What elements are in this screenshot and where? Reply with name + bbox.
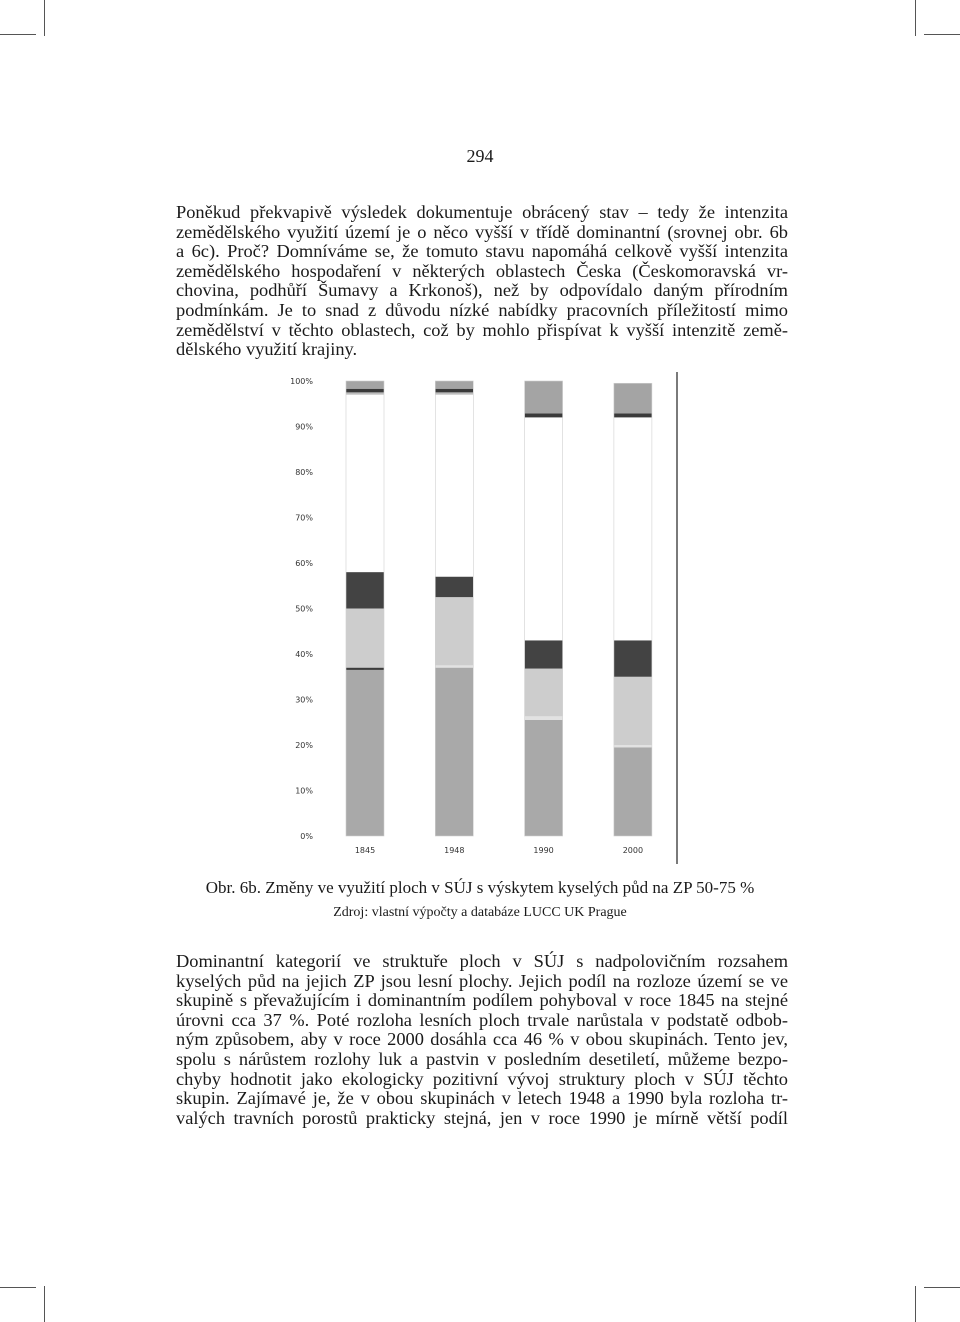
bar-segment	[525, 417, 563, 640]
bar-segment	[435, 665, 473, 667]
chart-svg	[280, 372, 680, 867]
bar-segment	[614, 413, 652, 417]
text-line: a 6c). Proč? Domníváme se, že tomuto stavu napomáhá celkově vyšší intenzita	[176, 241, 788, 262]
crop-mark	[915, 0, 916, 36]
crop-mark	[924, 34, 960, 35]
text-line: skupině s převažujícím i dominantním podílem pohyboval v roce 1845 na stejné	[176, 990, 788, 1011]
y-tick-label: 10%	[295, 786, 313, 796]
text-line: zemědělského hospodaření v některých oblastech Česka (Českomoravská vr-	[176, 260, 788, 281]
text-line: spolu s nárůstem rozlohy luk a pastvin v posledním desetiletí, můžeme bezpo-	[176, 1048, 788, 1069]
crop-mark	[0, 34, 36, 35]
bar-segment	[346, 392, 384, 394]
crop-mark	[915, 1286, 916, 1322]
bar-segment	[525, 640, 563, 668]
y-tick-label: 100%	[290, 377, 313, 386]
bar-segment	[346, 381, 384, 389]
bar-segment	[435, 395, 473, 577]
bar-segment	[614, 677, 652, 745]
y-tick-label: 80%	[295, 468, 313, 477]
bar-segment	[525, 381, 563, 413]
bar-segment	[346, 395, 384, 572]
text-line: chovina, podhůří Šumavy a Krkonoš), než by odpovídalo daným přírodním	[176, 280, 788, 301]
bar-segment	[614, 417, 652, 640]
bar-segment	[346, 389, 384, 393]
bar-segment	[525, 716, 563, 720]
text-line: chyby hodnotit jako ekologicky pozitivní vývoj struktury ploch v SÚJ těchto	[176, 1068, 788, 1089]
bar-segment	[525, 413, 563, 417]
y-tick-label: 90%	[295, 422, 313, 432]
y-tick-label: 0%	[300, 832, 313, 841]
y-tick-label: 40%	[295, 650, 313, 659]
bar-segment	[435, 577, 473, 597]
crop-mark	[924, 1287, 960, 1288]
x-tick-label: 2000	[622, 846, 644, 855]
paragraph-body	[176, 952, 788, 1128]
page-number: 294	[466, 146, 494, 166]
crop-mark	[44, 0, 45, 36]
bar-segment	[435, 597, 473, 665]
bar-segment	[346, 609, 384, 668]
bar-segment	[614, 640, 652, 676]
figure-source: Zdroj: vlastní výpočty a databáze LUCC UK Prague	[333, 905, 627, 920]
y-tick-label: 70%	[295, 513, 313, 523]
x-tick-label: 1845	[354, 846, 376, 855]
x-tick-label: 1990	[533, 846, 554, 855]
text-line: Poněkud překvapivě výsledek dokumentuje obrácený stav – tedy že intenzita	[176, 202, 788, 222]
text-line: valých travních porostů prakticky stejná, jen v roce 1990 je mírně větší podíl	[176, 1107, 788, 1128]
bar-segment	[525, 669, 563, 717]
bar-segment	[614, 383, 652, 413]
bar-segment	[435, 381, 473, 389]
text-line: Dominantní kategorií ve struktuře ploch v SÚJ s nadpolovičním rozsahem	[176, 951, 788, 971]
bar-segment	[346, 670, 384, 836]
crop-mark	[0, 1287, 36, 1288]
figure-caption: Obr. 6b. Změny ve využití ploch v SÚJ s výskytem kyselých půd na ZP 50-75 %	[205, 878, 755, 897]
bar-segment	[435, 389, 473, 393]
y-tick-label: 60%	[295, 559, 313, 568]
text-line: kyselých půd na jejich ZP jsou lesní plochy. Jejich podíl na rozloze území se ve	[176, 970, 788, 991]
bar-segment	[525, 720, 563, 836]
x-tick-label: 1948	[444, 846, 465, 855]
crop-mark	[44, 1286, 45, 1322]
text-line: zemědělského využití území je o něco vyšší v třídě dominantní (srovnej obr. 6b	[176, 221, 788, 242]
text-line: ným způsobem, aby v roce 2000 dosáhla cca 46 % v obou skupinách. Tento jev,	[176, 1029, 788, 1050]
text-line: dělského využití krajiny.	[176, 339, 358, 360]
bar-segment	[346, 668, 384, 670]
text-line: zemědělství v těchto oblastech, což by mohlo přispívat k vyšší intenzitě země-	[176, 319, 788, 340]
text-line: podmínkám. Je to snad z důvodu nízké nabídky pracovních příležitostí mimo	[176, 299, 788, 320]
y-tick-label: 50%	[295, 604, 313, 614]
bar-segment	[346, 572, 384, 608]
bar-segment	[614, 745, 652, 747]
stacked-bar-chart	[280, 372, 680, 867]
bar-segment	[435, 392, 473, 394]
bar-segment	[614, 747, 652, 836]
paragraph-intro	[176, 203, 788, 360]
y-tick-label: 20%	[295, 741, 313, 750]
bar-segment	[435, 668, 473, 836]
y-tick-label: 30%	[295, 695, 313, 705]
text-line: skupin. Zajímavé je, že v obou skupinách v letech 1948 a 1990 byla rozloha tr-	[176, 1088, 788, 1109]
text-line: úrovni cca 37 %. Poté rozloha lesních ploch trvale narůstala v podstatě odbob-	[176, 1009, 788, 1030]
